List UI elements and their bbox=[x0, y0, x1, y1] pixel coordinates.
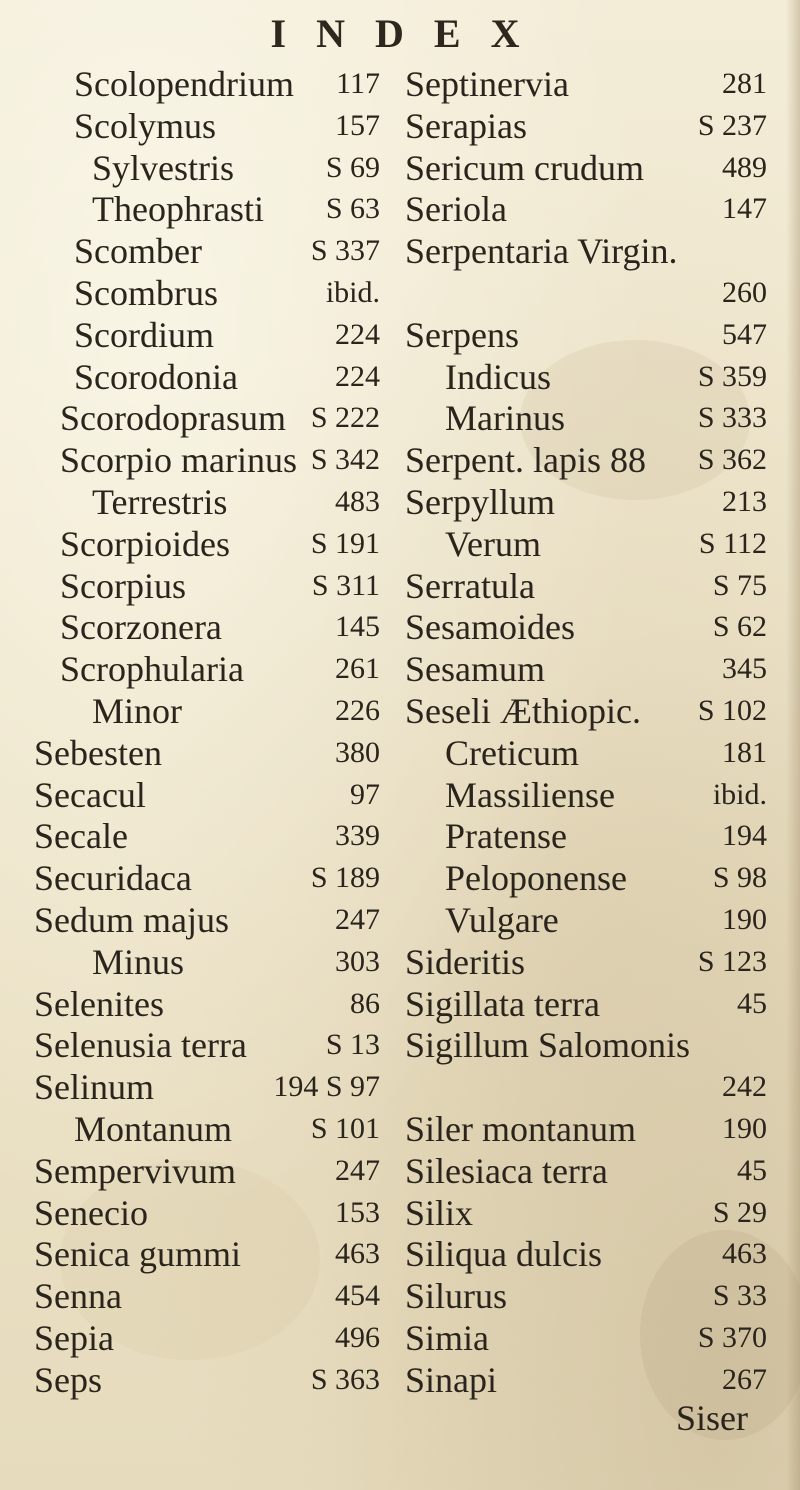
index-entry bbox=[405, 1065, 767, 1111]
index-entry bbox=[405, 396, 767, 442]
index-entry bbox=[405, 229, 767, 275]
header-title: I N D E X bbox=[270, 11, 530, 56]
entry-page-number: S 29 bbox=[712, 1196, 767, 1229]
index-entry bbox=[34, 438, 380, 484]
index-entry bbox=[405, 1274, 767, 1320]
index-entry bbox=[405, 731, 767, 777]
entry-term: Sinapi bbox=[405, 1360, 498, 1400]
entry-page-number: 45 bbox=[737, 1154, 767, 1187]
index-entry bbox=[405, 187, 767, 233]
entry-term: Minus bbox=[92, 942, 185, 982]
entry-page-number: ibid. bbox=[712, 778, 767, 811]
entry-page-number: 261 bbox=[335, 652, 380, 685]
entry-page-number: S 237 bbox=[697, 109, 767, 142]
index-entry bbox=[405, 605, 767, 651]
entry-page-number: 194 bbox=[722, 819, 767, 852]
index-entry bbox=[405, 1107, 767, 1153]
index-entry bbox=[34, 146, 380, 192]
index-entry bbox=[34, 1232, 380, 1278]
entry-term: Siler montanum bbox=[405, 1109, 636, 1149]
entry-term: Sesamoides bbox=[405, 607, 575, 647]
entry-term: Serratula bbox=[405, 566, 535, 606]
entry-page-number: S 102 bbox=[697, 694, 767, 727]
entry-term: Scorodonia bbox=[74, 357, 238, 397]
entry-page-number: 303 bbox=[335, 945, 380, 978]
index-entry bbox=[405, 773, 767, 819]
entry-term: Sylvestris bbox=[92, 148, 235, 188]
entry-page-number: 224 bbox=[335, 360, 380, 393]
entry-page-number: ibid. bbox=[325, 276, 380, 309]
index-entry bbox=[405, 146, 767, 192]
index-entry bbox=[34, 564, 380, 610]
entry-page-number: S 98 bbox=[712, 861, 767, 894]
entry-page-number: S 13 bbox=[325, 1028, 380, 1061]
index-entry bbox=[34, 1358, 380, 1404]
entry-term: Senica gummi bbox=[34, 1234, 241, 1274]
entry-term: Secale bbox=[34, 816, 128, 856]
index-entry bbox=[34, 313, 380, 359]
entry-page-number: 267 bbox=[722, 1363, 767, 1396]
entry-term: Scorodoprasum bbox=[60, 398, 286, 438]
index-entry bbox=[34, 689, 380, 735]
entry-term: Scomber bbox=[74, 231, 202, 271]
index-entry bbox=[34, 480, 380, 526]
entry-page-number: 97 bbox=[350, 778, 380, 811]
index-entry bbox=[405, 271, 767, 317]
entry-page-number: 260 bbox=[722, 276, 767, 309]
entry-term: Scrophularia bbox=[60, 649, 244, 689]
index-entry bbox=[34, 1107, 380, 1153]
entry-page-number: 153 bbox=[335, 1196, 380, 1229]
entry-term: Sericum crudum bbox=[405, 148, 644, 188]
entry-page-number: S 62 bbox=[712, 610, 767, 643]
entry-page-number: S 222 bbox=[310, 401, 380, 434]
index-entry bbox=[34, 396, 380, 442]
index-entry bbox=[34, 605, 380, 651]
index-entry bbox=[405, 1191, 767, 1237]
entry-page-number: 181 bbox=[722, 736, 767, 769]
index-entry bbox=[34, 104, 380, 150]
index-entry bbox=[34, 1274, 380, 1320]
index-entry bbox=[405, 480, 767, 526]
entry-term: Peloponense bbox=[445, 858, 627, 898]
index-entry bbox=[34, 1191, 380, 1237]
entry-page-number: S 337 bbox=[310, 234, 380, 267]
entry-term: Theophrasti bbox=[92, 189, 264, 229]
entry-page-number: 147 bbox=[722, 192, 767, 225]
entry-page-number: 483 bbox=[335, 485, 380, 518]
entry-term: Scorpio marinus bbox=[60, 440, 297, 480]
entry-term: Sepia bbox=[34, 1318, 114, 1358]
entry-page-number: 226 bbox=[335, 694, 380, 727]
entry-page-number: 380 bbox=[335, 736, 380, 769]
entry-term: Scorpioides bbox=[60, 524, 230, 564]
entry-term: Selenusia terra bbox=[34, 1025, 247, 1065]
entry-term: Sigillum Salomonis bbox=[405, 1025, 691, 1065]
index-entry bbox=[405, 1232, 767, 1278]
entry-page-number: S 69 bbox=[325, 151, 380, 184]
entry-term: Senna bbox=[34, 1276, 122, 1316]
index-entry bbox=[34, 187, 380, 233]
index-entry bbox=[34, 940, 380, 986]
entry-term: Minor bbox=[92, 691, 182, 731]
entry-term: Selenites bbox=[34, 984, 164, 1024]
entry-term: Scombrus bbox=[74, 273, 218, 313]
entry-term: Silesiaca terra bbox=[405, 1151, 608, 1191]
entry-term: Senecio bbox=[34, 1193, 148, 1233]
index-entry bbox=[34, 1023, 380, 1069]
entry-term: Sideritis bbox=[405, 942, 526, 982]
index-entry bbox=[405, 898, 767, 944]
entry-page-number: 157 bbox=[335, 109, 380, 142]
entry-term: Sebesten bbox=[34, 733, 162, 773]
entry-page-number: 489 bbox=[722, 151, 767, 184]
entry-page-number: S 362 bbox=[697, 443, 767, 476]
entry-term: Sempervivum bbox=[34, 1151, 236, 1191]
entry-term: Siliqua dulcis bbox=[405, 1234, 602, 1274]
index-entry bbox=[405, 814, 767, 860]
entry-page-number: 194 S 97 bbox=[273, 1070, 380, 1103]
entry-term: Serpyllum bbox=[405, 482, 555, 522]
entry-term: Silurus bbox=[405, 1276, 508, 1316]
index-entry bbox=[405, 104, 767, 150]
entry-term: Creticum bbox=[445, 733, 579, 773]
index-entry bbox=[34, 1149, 380, 1195]
index-entry bbox=[405, 564, 767, 610]
entry-page-number: S 101 bbox=[310, 1112, 380, 1145]
index-entry bbox=[34, 647, 380, 693]
entry-page-number: 86 bbox=[350, 987, 380, 1020]
entry-term: Sigillata terra bbox=[405, 984, 600, 1024]
entry-page-number: S 311 bbox=[311, 569, 380, 602]
entry-page-number: 547 bbox=[722, 318, 767, 351]
entry-term: Secacul bbox=[34, 775, 146, 815]
entry-term: Marinus bbox=[445, 398, 565, 438]
index-entry bbox=[34, 856, 380, 902]
entry-page-number: 224 bbox=[335, 318, 380, 351]
entry-term: Seseli Æthiopic. bbox=[405, 691, 641, 731]
entry-page-number: 117 bbox=[336, 67, 380, 100]
catchword: Siser bbox=[676, 1398, 748, 1438]
entry-page-number: S 342 bbox=[310, 443, 380, 476]
index-entry bbox=[405, 62, 767, 108]
index-entry bbox=[34, 898, 380, 944]
index-entry bbox=[405, 982, 767, 1028]
index-entry bbox=[405, 856, 767, 902]
entry-term: Verum bbox=[445, 524, 541, 564]
entry-page-number: S 370 bbox=[697, 1321, 767, 1354]
entry-term: Sesamum bbox=[405, 649, 545, 689]
entry-page-number: S 123 bbox=[697, 945, 767, 978]
page-edge-shadow bbox=[786, 0, 800, 1490]
entry-term: Securidaca bbox=[34, 858, 192, 898]
entry-page-number: S 359 bbox=[697, 360, 767, 393]
index-entry bbox=[405, 522, 767, 568]
index-entry bbox=[34, 1316, 380, 1362]
entry-term: Scorpius bbox=[60, 566, 186, 606]
entry-page-number: 281 bbox=[722, 67, 767, 100]
entry-term: Massiliense bbox=[445, 775, 615, 815]
index-entry bbox=[34, 522, 380, 568]
entry-term: Scolymus bbox=[74, 106, 217, 146]
entry-page-number: 463 bbox=[335, 1237, 380, 1270]
entry-page-number: S 189 bbox=[310, 861, 380, 894]
entry-term: Seps bbox=[34, 1360, 103, 1400]
index-entry bbox=[405, 940, 767, 986]
entry-page-number: 247 bbox=[335, 1154, 380, 1187]
entry-page-number: S 191 bbox=[310, 527, 380, 560]
entry-page-number: 339 bbox=[335, 819, 380, 852]
entry-term: Scorzonera bbox=[60, 607, 222, 647]
entry-term: Seriola bbox=[405, 189, 507, 229]
index-entry bbox=[405, 355, 767, 401]
entry-page-number: 247 bbox=[335, 903, 380, 936]
entry-term: Sedum majus bbox=[34, 900, 229, 940]
index-entry bbox=[34, 271, 380, 317]
index-entry bbox=[405, 1023, 767, 1069]
entry-term: Indicus bbox=[445, 357, 551, 397]
entry-term: Terrestris bbox=[92, 482, 228, 522]
entry-page-number: S 112 bbox=[698, 527, 767, 560]
entry-term: Pratense bbox=[445, 816, 567, 856]
index-entry bbox=[405, 313, 767, 359]
entry-page-number: S 33 bbox=[712, 1279, 767, 1312]
index-entry bbox=[405, 1316, 767, 1362]
entry-term: Silix bbox=[405, 1193, 474, 1233]
entry-page-number: S 333 bbox=[697, 401, 767, 434]
entry-page-number: 345 bbox=[722, 652, 767, 685]
index-entry bbox=[405, 438, 767, 484]
index-entry bbox=[34, 229, 380, 275]
entry-term: Vulgare bbox=[445, 900, 559, 940]
index-entry bbox=[34, 773, 380, 819]
entry-page-number: 463 bbox=[722, 1237, 767, 1270]
entry-term: Simia bbox=[405, 1318, 490, 1358]
entry-term: Serpens bbox=[405, 315, 519, 355]
entry-term: Montanum bbox=[74, 1109, 232, 1149]
index-entry bbox=[34, 1065, 380, 1111]
entry-term: Selinum bbox=[34, 1067, 155, 1107]
entry-term: Serpent. lapis 88 bbox=[405, 440, 646, 480]
entry-page-number: 190 bbox=[722, 1112, 767, 1145]
index-entry bbox=[34, 982, 380, 1028]
index-entry bbox=[405, 647, 767, 693]
entry-term: Septinervia bbox=[405, 64, 569, 104]
index-entry bbox=[405, 689, 767, 735]
index-entry bbox=[34, 62, 380, 108]
index-entry bbox=[34, 814, 380, 860]
entry-page-number: S 363 bbox=[310, 1363, 380, 1396]
entry-page-number: S 75 bbox=[712, 569, 767, 602]
entry-page-number: 454 bbox=[335, 1279, 380, 1312]
entry-page-number: 242 bbox=[722, 1070, 767, 1103]
entry-page-number: S 63 bbox=[325, 192, 380, 225]
entry-page-number: 213 bbox=[722, 485, 767, 518]
entry-term: Scordium bbox=[74, 315, 214, 355]
running-header bbox=[0, 10, 800, 60]
entry-term: Serapias bbox=[405, 106, 527, 146]
index-entry bbox=[405, 1149, 767, 1195]
entry-term: Serpentaria Virgin. bbox=[405, 231, 678, 271]
entry-page-number: 145 bbox=[335, 610, 380, 643]
index-entry bbox=[34, 355, 380, 401]
entry-term: Scolopendrium bbox=[74, 64, 294, 104]
entry-page-number: 496 bbox=[335, 1321, 380, 1354]
index-entry bbox=[34, 731, 380, 777]
entry-page-number: 190 bbox=[722, 903, 767, 936]
entry-page-number: 45 bbox=[737, 987, 767, 1020]
